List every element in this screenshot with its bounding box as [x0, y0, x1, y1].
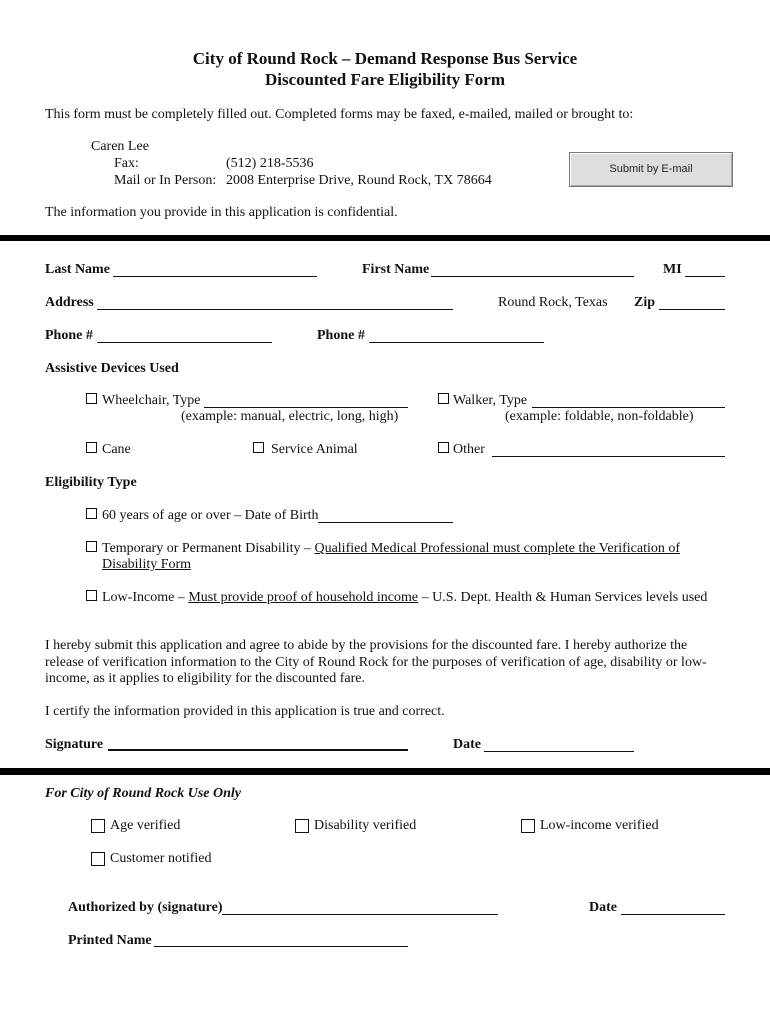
- wheelchair-type-field[interactable]: [204, 407, 408, 408]
- confidential-note: The information you provide in this application is confidential.: [45, 205, 398, 220]
- income-prefix: Low-Income –: [102, 590, 189, 605]
- city-state: Round Rock, Texas: [498, 295, 608, 310]
- eligibility-heading: Eligibility Type: [45, 475, 137, 490]
- income-proof-link[interactable]: Must provide proof of household income: [188, 590, 419, 605]
- first-name-field[interactable]: [431, 276, 634, 277]
- income-verified-checkbox[interactable]: [521, 819, 535, 833]
- submit-by-email-button[interactable]: Submit by E-mail: [569, 152, 733, 187]
- mi-label: MI: [663, 262, 682, 277]
- other-checkbox[interactable]: [438, 442, 449, 453]
- mail-label: Mail or In Person:: [114, 173, 217, 188]
- office-divider: [0, 768, 770, 775]
- form-subtitle: Discounted Fare Eligibility Form: [264, 70, 506, 89]
- wheelchair-example: (example: manual, electric, long, high): [181, 409, 399, 424]
- service-animal-label: Service Animal: [271, 442, 358, 457]
- agreement-line-1: I hereby submit this application and agree to abide by the provisions for the discounted fare. I hereby authorize the: [45, 638, 688, 653]
- wheelchair-label: Wheelchair, Type: [102, 393, 201, 408]
- zip-label: Zip: [634, 295, 656, 310]
- phone2-label: Phone #: [317, 328, 365, 343]
- walker-example: (example: foldable, non-foldable): [505, 409, 694, 424]
- form-title: City of Round Rock – Demand Response Bus Service: [192, 49, 578, 68]
- low-income-label: [102, 590, 707, 606]
- authorized-signature-field[interactable]: [222, 914, 498, 915]
- contact-name: Caren Lee: [91, 139, 149, 154]
- office-date-label: Date: [589, 900, 617, 915]
- certify-text: I certify the information provided in this application is true and correct.: [45, 704, 445, 719]
- zip-field[interactable]: [659, 309, 725, 310]
- age-checkbox[interactable]: [86, 508, 97, 519]
- disability-label: [102, 541, 680, 557]
- income-verified-label: Low-income verified: [540, 818, 659, 833]
- phone1-field[interactable]: [97, 342, 272, 343]
- age-label: 60 years of age or over – Date of Birth: [102, 508, 319, 523]
- cane-checkbox[interactable]: [86, 442, 97, 453]
- printed-name-field[interactable]: [154, 946, 408, 947]
- phone2-field[interactable]: [369, 342, 544, 343]
- fax-value: (512) 218-5536: [226, 156, 314, 171]
- date-of-birth-field[interactable]: [318, 522, 453, 523]
- other-label: Other: [453, 442, 485, 457]
- service-animal-checkbox[interactable]: [253, 442, 264, 453]
- first-name-label: First Name: [362, 262, 430, 277]
- section-divider: [0, 235, 770, 241]
- disability-verified-label: Disability verified: [314, 818, 417, 833]
- intro-text: This form must be completely filled out. Completed forms may be faxed, e-mailed, mailed or brought to:: [45, 107, 634, 122]
- age-verified-label: Age verified: [110, 818, 181, 833]
- mail-value: 2008 Enterprise Drive, Round Rock, TX 78664: [226, 173, 492, 188]
- date-label: Date: [453, 737, 481, 752]
- address-field[interactable]: [97, 309, 453, 310]
- printed-name-label: Printed Name: [68, 933, 152, 948]
- disability-checkbox[interactable]: [86, 541, 97, 552]
- walker-checkbox[interactable]: [438, 393, 449, 404]
- customer-notified-label: Customer notified: [110, 851, 212, 866]
- mi-field[interactable]: [685, 276, 725, 277]
- income-suffix: – U.S. Dept. Health & Human Services levels used: [418, 590, 708, 605]
- address-label: Address: [45, 295, 94, 310]
- verification-form-link-cont[interactable]: Disability Form: [102, 557, 192, 572]
- customer-notified-checkbox[interactable]: [91, 852, 105, 866]
- fax-label: Fax:: [114, 156, 139, 171]
- agreement-line-2: release of verification information to the City of Round Rock for the purposes of verification of age, disability or low-: [45, 655, 707, 670]
- last-name-label: Last Name: [45, 262, 110, 277]
- office-use-heading: For City of Round Rock Use Only: [45, 786, 242, 801]
- disability-prefix: Temporary or Permanent Disability –: [102, 541, 315, 556]
- signature-label: Signature: [45, 737, 104, 752]
- phone1-label: Phone #: [45, 328, 93, 343]
- devices-heading: Assistive Devices Used: [45, 361, 179, 376]
- other-field[interactable]: [492, 456, 725, 457]
- age-verified-checkbox[interactable]: [91, 819, 105, 833]
- date-field[interactable]: [484, 751, 634, 752]
- last-name-field[interactable]: [113, 276, 317, 277]
- low-income-checkbox[interactable]: [86, 590, 97, 601]
- walker-label: Walker, Type: [453, 393, 528, 408]
- cane-label: Cane: [102, 442, 131, 457]
- agreement-line-3: income, as it applies to eligibility for the discounted fare.: [45, 671, 365, 686]
- signature-field[interactable]: [108, 749, 408, 751]
- verification-form-link[interactable]: Qualified Medical Professional must complete the Verification of: [314, 541, 681, 556]
- office-date-field[interactable]: [621, 914, 725, 915]
- authorized-label: Authorized by (signature): [68, 900, 223, 915]
- wheelchair-checkbox[interactable]: [86, 393, 97, 404]
- disability-verified-checkbox[interactable]: [295, 819, 309, 833]
- walker-type-field[interactable]: [532, 407, 725, 408]
